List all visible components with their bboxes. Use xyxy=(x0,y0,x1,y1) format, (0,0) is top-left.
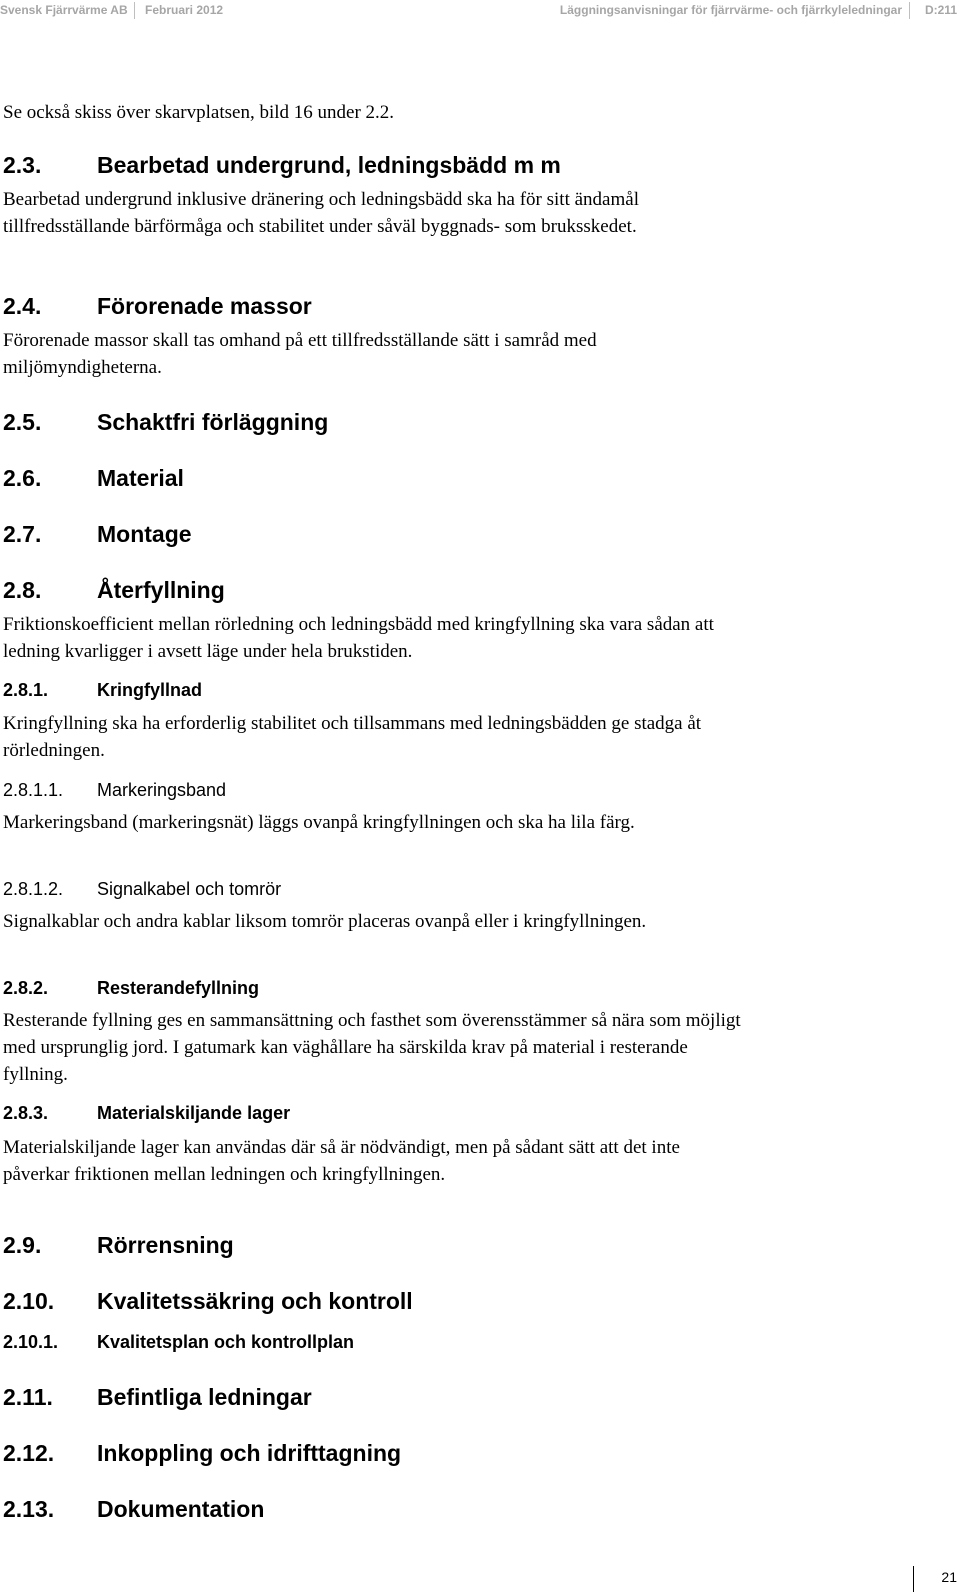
section-title: Bearbetad undergrund, ledningsbädd m m xyxy=(97,152,561,178)
section-body-2-8-1: Kringfyllning ska ha erforderlig stabilitet och tillsammans med ledningsbädden ge stadga åt rörledningen. xyxy=(3,713,702,761)
section-heading-2-10 xyxy=(3,1288,923,1316)
section-title: Dokumentation xyxy=(97,1496,265,1522)
section-title: Schaktfri förläggning xyxy=(97,409,329,435)
section-number: 2.4. xyxy=(3,293,42,319)
header-divider xyxy=(134,2,135,19)
section-number: 2.8.1.1. xyxy=(3,780,64,800)
section-title: Montage xyxy=(97,521,192,547)
section-title: Materialskiljande lager xyxy=(97,1103,291,1123)
section-body-2-8-1-2: Signalkablar och andra kablar liksom tomrör placeras ovanpå eller i kringfyllningen. xyxy=(3,911,647,932)
section-title: Återfyllning xyxy=(97,577,225,603)
section-title: Signalkabel och tomrör xyxy=(97,879,282,899)
section-number: 2.3. xyxy=(3,152,42,178)
section-title: Förorenade massor xyxy=(97,293,312,319)
section-title: Rörrensning xyxy=(97,1232,234,1258)
section-heading-2-3 xyxy=(3,152,923,180)
section-heading-2-13 xyxy=(3,1496,923,1524)
section-body-2-8-2: Resterande fyllning ges en sammansättning och fasthet som överensstämmer så nära som möjligt med ursprunglig jord. I gatumark kan väghållare ha särskilda krav på material i resterande fyllning. xyxy=(3,1010,741,1085)
section-body-2-3: Bearbetad undergrund inklusive dränering och ledningsbädd ska ha för sitt ändamål tillfredsställande bärförmåga och stabilitet under såväl byggnads- som bruksskedet. xyxy=(3,189,639,237)
page-footer xyxy=(900,1566,960,1592)
section-number: 2.12. xyxy=(3,1440,55,1466)
section-title: Resterandefyllning xyxy=(97,978,260,998)
section-title: Inkoppling och idrifttagning xyxy=(97,1440,402,1466)
section-number: 2.10.1. xyxy=(3,1332,59,1352)
section-number: 2.7. xyxy=(3,521,42,547)
section-number: 2.10. xyxy=(3,1288,55,1314)
section-heading-2-12 xyxy=(3,1440,923,1468)
header-title: Läggningsanvisningar för fjärrvärme- och fjärrkyleledningar xyxy=(559,3,902,17)
header-code: D:211 xyxy=(924,3,957,17)
section-number: 2.6. xyxy=(3,465,42,491)
section-body-2-8: Friktionskoefficient mellan rörledning och ledningsbädd med kringfyllning ska vara sådan att ledning kvarligger i avsett läge under hela brukstiden. xyxy=(3,614,714,662)
section-number: 2.8. xyxy=(3,577,42,603)
section-heading-2-4 xyxy=(3,293,923,321)
section-heading-2-7 xyxy=(3,521,923,549)
section-heading-2-8 xyxy=(3,577,923,605)
section-number: 2.5. xyxy=(3,409,42,435)
section-heading-2-8-2 xyxy=(3,978,923,1002)
section-number: 2.8.2. xyxy=(3,978,49,998)
section-heading-2-8-1-1 xyxy=(3,780,923,804)
section-number: 2.9. xyxy=(3,1232,42,1258)
section-heading-2-8-1 xyxy=(3,680,923,704)
intro-paragraph: Se också skiss över skarvplatsen, bild 16 under 2.2. xyxy=(3,102,395,123)
section-number: 2.13. xyxy=(3,1496,55,1522)
section-body-2-4: Förorenade massor skall tas omhand på ett tillfredsställande sätt i samråd med miljömyndigheterna. xyxy=(3,330,597,378)
section-title: Material xyxy=(97,465,184,491)
section-heading-2-9 xyxy=(3,1232,923,1260)
section-body-2-8-3: Materialskiljande lager kan användas där så är nödvändigt, men på sådant sätt att det inte påverkar friktionen mellan ledningen och kringfyllningen. xyxy=(3,1137,680,1185)
section-body-2-8-1-1: Markeringsband (markeringsnät) läggs ovanpå kringfyllningen och ska ha lila färg. xyxy=(3,812,635,833)
section-number: 2.8.3. xyxy=(3,1103,49,1123)
section-title: Kvalitetssäkring och kontroll xyxy=(97,1288,413,1314)
footer-divider xyxy=(913,1566,914,1592)
section-heading-2-8-1-2 xyxy=(3,879,923,903)
section-number: 2.8.1. xyxy=(3,680,49,700)
header-date: Februari 2012 xyxy=(145,3,224,17)
section-heading-2-8-3 xyxy=(3,1103,923,1127)
section-number: 2.8.1.2. xyxy=(3,879,64,899)
header-organization: Svensk Fjärrvärme AB xyxy=(0,3,128,17)
section-title: Kringfyllnad xyxy=(97,680,203,700)
section-number: 2.11. xyxy=(3,1384,53,1410)
header-divider xyxy=(909,2,910,19)
section-title: Markeringsband xyxy=(97,780,227,800)
section-heading-2-6 xyxy=(3,465,923,493)
section-title: Befintliga ledningar xyxy=(97,1384,312,1410)
page-number: 21 xyxy=(941,1569,957,1585)
section-heading-2-11 xyxy=(3,1384,923,1412)
section-title: Kvalitetsplan och kontrollplan xyxy=(97,1332,355,1352)
page-header xyxy=(0,0,960,22)
section-heading-2-5 xyxy=(3,409,923,437)
section-heading-2-10-1 xyxy=(3,1332,923,1356)
